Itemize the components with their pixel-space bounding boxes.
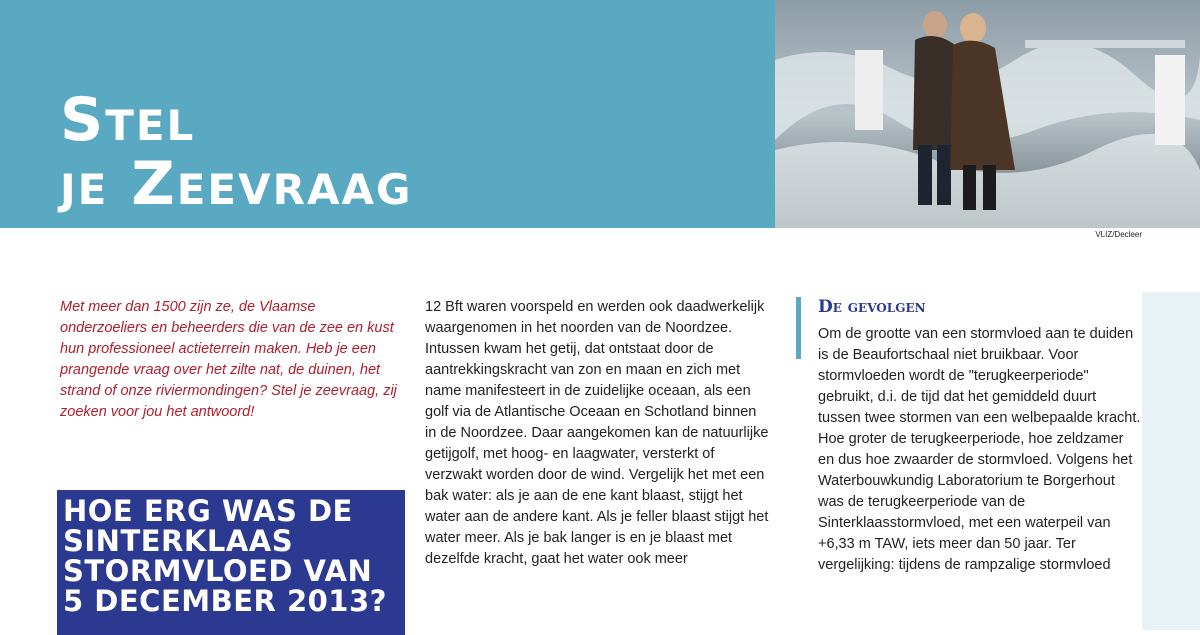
title-line-2: je Zeevraag	[60, 149, 413, 219]
storm-photo	[775, 0, 1200, 228]
page-title	[60, 85, 413, 219]
question-heading: HOE ERG WAS DE SINTERKLAAS STORMVLOED VAN 5 DECEMBER 2013?	[63, 494, 387, 618]
question-box	[57, 490, 405, 635]
title-banner	[0, 0, 775, 228]
intro-paragraph: Met meer dan 1500 zijn ze, de Vlaamse onderzoeliers en beheerders die van de zee en kust hun professioneel actieterrein maken. Heb je een prangende vraag over het zilte nat, de duinen, het strand of onze riviermondingen? Stel je zeevraag, zij zoeken voor jou het antwoord!	[60, 299, 397, 420]
side-margin-strip	[1142, 292, 1200, 630]
article-column-middle	[425, 297, 770, 570]
intro-text	[60, 297, 400, 423]
section-heading: De gevolgen	[818, 297, 926, 317]
title-line-1: Stel	[60, 85, 196, 155]
article-paragraph-right: Om de grootte van een stormvloed aan te duiden is de Beaufortschaal niet bruikbaar. Voor stormvloeden wordt de "terugkeerperiode" gebruikt, d.i. de tijd dat het gemiddeld duurt tussen twee stormen van een welbepaalde kracht. Hoe groter de terugkeerperiode, hoe zeldzamer en dus hoe zwaarder de stormvloed. Volgens het Waterbouwkundig Laboratorium te Borgerhout was de terugkeerperiode van de Sinterklaasstormvloed, met een waterpeil van +6,33 m TAW, iets meer dan 50 jaar. Ter vergelijking: tijdens de rampzalige stormvloed	[818, 326, 1141, 573]
photo-credit: VLIZ/Decleer	[1095, 230, 1142, 239]
article-paragraph-middle: 12 Bft waren voorspeld en werden ook daadwerkelijk waargenomen in het noorden van de Noordzee. Intussen kwam het getij, dat ontstaat door de aantrekkingskracht van zon en maan en zich met name manifesteert in de zuidelijke oceaan, als een golf via de Atlantische Oceaan en Schotland binnen in de Noordzee. Daar aangekomen kan de natuurlijke getijgolf, met hoog- en laagwater, versterkt of verzwakt worden door de wind. Vergelijk het met een bak water: als je aan de ene kant blaast, stijgt het water aan de andere kant. Als je feller blaast stijgt het water meer. Als je bak langer is en je blaast met dezelfde kracht, gaat het water ook meer	[425, 299, 769, 567]
article-column-right	[796, 297, 1141, 576]
storm-photo-image	[775, 0, 1200, 228]
